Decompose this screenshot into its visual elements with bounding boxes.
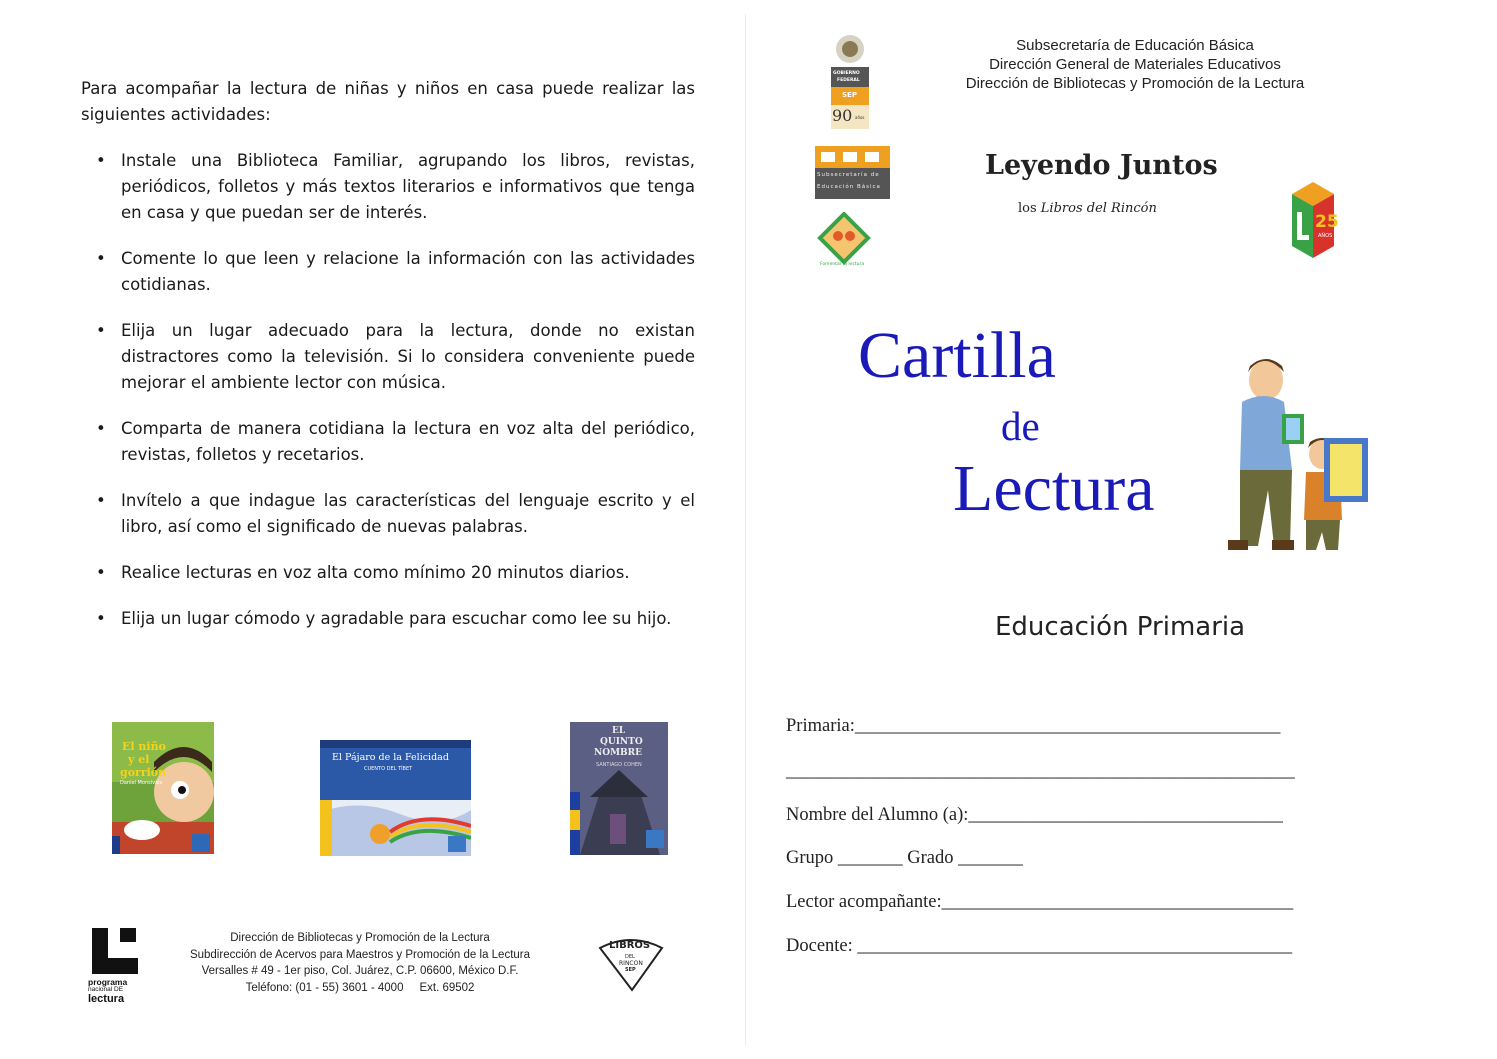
list-item [81, 560, 695, 586]
activities-list [81, 148, 695, 652]
de-title: de [1001, 403, 1040, 449]
seal-text: LIBROS [609, 940, 651, 951]
lector-acompanante-field[interactable]: Lector acompañante:______________________________________ [786, 892, 1294, 912]
book-title-line: El niño [122, 740, 166, 753]
list-item-text: Invítelo a que indague las características del lenguaje escrito y el libro, así como el significado de nuevas palabras. [121, 491, 695, 536]
list-item [81, 606, 695, 632]
list-item [81, 488, 695, 540]
father-son-reading-illustration [1218, 350, 1376, 558]
header-line: Dirección de Bibliotecas y Promoción de la Lectura [965, 75, 1305, 92]
bullet-icon: • [96, 249, 106, 268]
list-item-text: Instale una Biblioteca Familiar, agrupando los libros, revistas, periódicos, folletos y más textos literarios e informativos que tenga en casa y que puedan ser de interés. [121, 151, 695, 222]
list-item-text: Comente lo que leen y relacione la información con las actividades cotidianas. [121, 249, 695, 294]
logo-text: nacional DE [88, 986, 124, 993]
gobierno-federal-sep-logo [831, 33, 869, 129]
bullet-icon: • [96, 609, 106, 628]
logo-text: SEP [842, 91, 857, 99]
footer-line: Versalles # 49 - 1er piso, Col. Juárez, C.P. 06600, México D.F. [201, 965, 519, 977]
lectura-title: Lectura [953, 452, 1155, 525]
seal-text: DEL [625, 954, 635, 960]
book-title-line: EL [612, 726, 626, 736]
logo-text: años [855, 115, 865, 120]
subtitle-collection: Libros del Rincón [1040, 201, 1157, 216]
institution-header [920, 36, 1350, 93]
book-author: SANTIAGO COHEN [596, 762, 642, 768]
book-cover-quinto-nombre [570, 722, 668, 855]
list-item-text: Elija un lugar adecuado para la lectura, donde no existan distractores como la televisión. Si lo considera conveniente puede mejorar el ambiente lector con música. [121, 321, 695, 392]
bullet-icon: • [96, 563, 106, 582]
page-divider [745, 14, 746, 1046]
footer-line: Subdirección de Acervos para Maestros y Promoción de la Lectura [189, 948, 531, 961]
libros-del-rincon-seal [596, 934, 666, 992]
program-subtitle [1018, 201, 1157, 216]
logo-text: GOBIERNO [833, 71, 860, 76]
book-title-line: NOMBRE [594, 748, 642, 758]
bullet-icon: • [96, 419, 106, 438]
logo-text: lectura [88, 993, 125, 1005]
footer-address [160, 930, 560, 996]
book-title-line: QUINTO [600, 737, 643, 747]
education-level: Educación Primaria [995, 612, 1246, 642]
footer-line: Dirección de Bibliotecas y Promoción de la Lectura [230, 932, 490, 944]
book-title-line: y el [128, 753, 150, 766]
grupo-grado-field[interactable]: Grupo _______ Grado _______ [786, 848, 1023, 868]
logo-text: FEDERAL [837, 78, 860, 83]
logo-text: programa [88, 977, 128, 987]
footer-line: Teléfono: (01 - 55) 3601 - 4000 Ext. 69502 [245, 981, 475, 994]
list-item [81, 416, 695, 468]
book-title: El Pájaro de la Felicidad [332, 752, 449, 763]
logo-text: Fomentar la lectura [820, 262, 865, 267]
logo-text: AÑOS [1318, 233, 1333, 239]
rincon-25-anos-logo [1290, 180, 1339, 260]
list-item [81, 318, 695, 396]
header-line: Dirección General de Materiales Educativos [989, 56, 1281, 73]
list-item-text: Realice lecturas en voz alta como mínimo 20 minutos diarios. [121, 563, 630, 582]
book-author: Daniel Monsiváis [120, 780, 163, 786]
bullet-icon: • [96, 151, 106, 170]
logo-text: Educación Básica [817, 184, 881, 190]
seal-text: RINCON [619, 960, 643, 967]
primaria-field-continued[interactable]: _______________________________________________________ [786, 761, 1295, 781]
intro-paragraph: Para acompañar la lectura de niñas y niños en casa puede realizar las siguientes actividades: [81, 79, 695, 124]
logo-text: Subsecretaría de [817, 172, 880, 178]
logo-text: 90 [832, 106, 853, 125]
fomentar-lectura-logo [812, 212, 876, 272]
nombre-alumno-field[interactable]: Nombre del Alumno (a):__________________________________ [786, 805, 1283, 825]
seal-text: SEP [625, 967, 636, 973]
book-cover-nino-gorrion [112, 722, 214, 854]
list-item [81, 246, 695, 298]
book-cover-pajaro-felicidad [320, 740, 471, 856]
list-item-text: Comparta de manera cotidiana la lectura en voz alta del periódico, revistas, folletos y recetarios. [121, 419, 695, 464]
bullet-icon: • [96, 321, 106, 340]
programa-nacional-lectura-logo [88, 928, 140, 1006]
book-subtitle: CUENTO DEL TÍBET [364, 766, 413, 772]
subtitle-prefix: los [1018, 201, 1037, 216]
list-item [81, 148, 695, 226]
docente-field[interactable]: Docente: _______________________________________________ [786, 936, 1293, 956]
logo-text: 25 [1315, 212, 1339, 232]
bullet-icon: • [96, 491, 106, 510]
book-title-line: gorrión [120, 766, 167, 779]
subsecretaria-educacion-basica-logo [815, 146, 890, 199]
header-line: Subsecretaría de Educación Básica [1016, 37, 1254, 54]
primaria-field[interactable]: Primaria:______________________________________________ [786, 716, 1281, 736]
program-title: Leyendo Juntos [985, 150, 1218, 181]
cartilla-title: Cartilla [858, 319, 1056, 392]
list-item-text: Elija un lugar cómodo y agradable para escuchar como lee su hijo. [121, 609, 672, 628]
